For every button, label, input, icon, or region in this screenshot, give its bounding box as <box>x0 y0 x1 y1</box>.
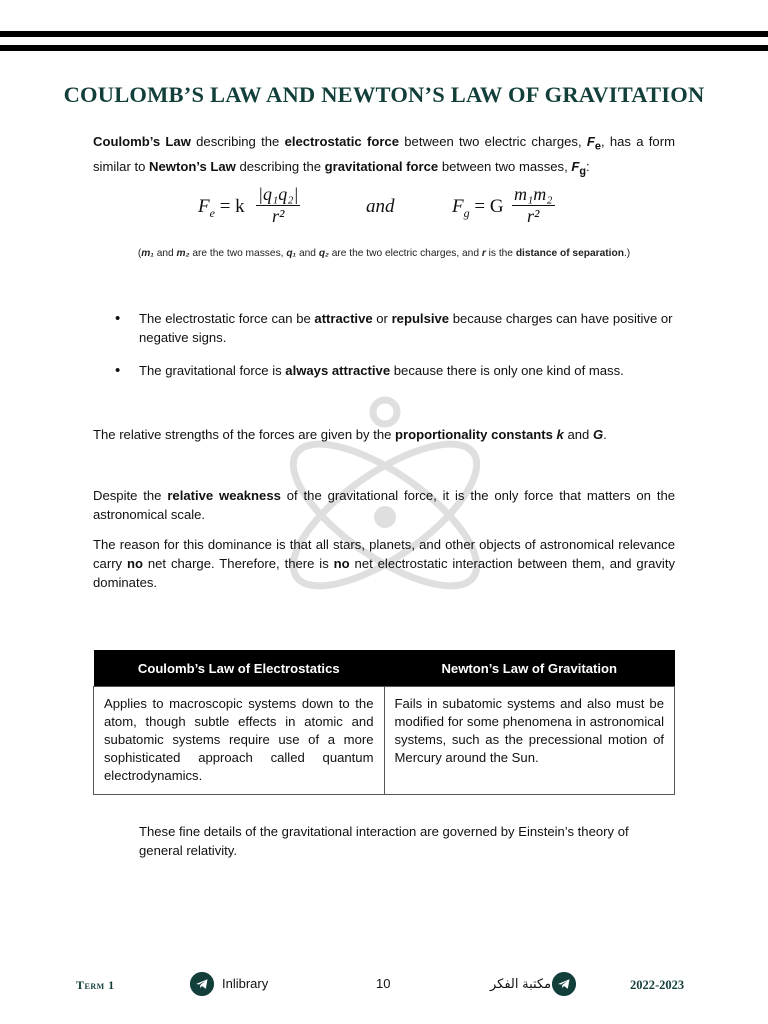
coulomb-fraction: $\frac{\text{|q₁q₂|}}{\text{r²}}$ <box>258 184 299 226</box>
footer-library[interactable]: Inlibrary <box>222 976 269 991</box>
strengths-paragraph: The relative strengths of the forces are given by the proportionality constants k and G. <box>93 427 607 442</box>
page-footer <box>0 972 768 998</box>
force-formulas <box>0 184 768 234</box>
comparison-table <box>93 650 675 795</box>
footer-year: 2022-2023 <box>630 978 685 992</box>
table-header-newton: Newton’s Law of Gravitation <box>384 650 675 687</box>
header-rule-top <box>0 31 768 37</box>
force-bullets <box>115 309 675 380</box>
header-rule-bottom <box>0 45 768 51</box>
table-cell-coulomb: Applies to macroscopic systems down to the atom, though subtle effects in atomic and subatomic systems require use of a more sophisticated approach called quantum electrodynamics. <box>94 687 385 795</box>
page-title: COULOMB’S LAW AND NEWTON’S LAW OF GRAVITATION <box>63 82 705 107</box>
table-header-row <box>94 650 675 687</box>
table-header-coulomb: Coulomb’s Law of Electrostatics <box>94 650 385 687</box>
table-row <box>94 687 675 795</box>
table-cell-newton: Fails in subatomic systems and also must be modified for some phenomena in astronomical systems, such as the precessional motion of Mercury around the Sun. <box>384 687 675 795</box>
formula-and: and <box>366 196 395 217</box>
page-number: 10 <box>376 976 391 991</box>
telegram-icon[interactable] <box>190 972 214 996</box>
footer-arabic-library[interactable]: مكتبة الفكر <box>490 976 552 991</box>
dominance-paragraph: The reason for this dominance is that all stars, planets, and other objects of astronomical relevance carry no net charge. Therefore, there is no net electrostatic interaction between them, and gravity dominates. <box>93 537 676 590</box>
footer-term: Term 1 <box>76 978 115 992</box>
formula-note: (m₁ and m₂ are the two masses, q₁ and q₂ are the two electric charges, and r is the distance of separation.) <box>137 248 631 259</box>
weakness-paragraph: Despite the relative weakness of the gravitational force, it is the only force that matters on the astronomical scale. <box>93 488 676 522</box>
newton-formula-lhs: $F_g = G$ <box>452 196 504 220</box>
intro-paragraph: Coulomb’s Law describing the electrostatic force between two electric charges, $F_e$, has a form similar to Newton’s Law describing the gravitational force between two masses, $F_g$: <box>93 134 675 178</box>
coulomb-formula-lhs: $F_e = k$ <box>198 196 245 220</box>
closing-paragraph: These fine details of the gravitational interaction are governed by Einstein’s theory of general relativity. <box>139 824 629 858</box>
telegram-icon[interactable] <box>552 972 576 996</box>
newton-fraction: $\frac{\text{m₁m₂}}{\text{r²}}$ <box>514 184 553 226</box>
bullet-electrostatic: • The electrostatic force can be attractive or repulsive because charges can have positive or negative signs. <box>115 309 675 347</box>
bullet-gravitational: • The gravitational force is always attractive because there is only one kind of mass. <box>115 361 675 380</box>
